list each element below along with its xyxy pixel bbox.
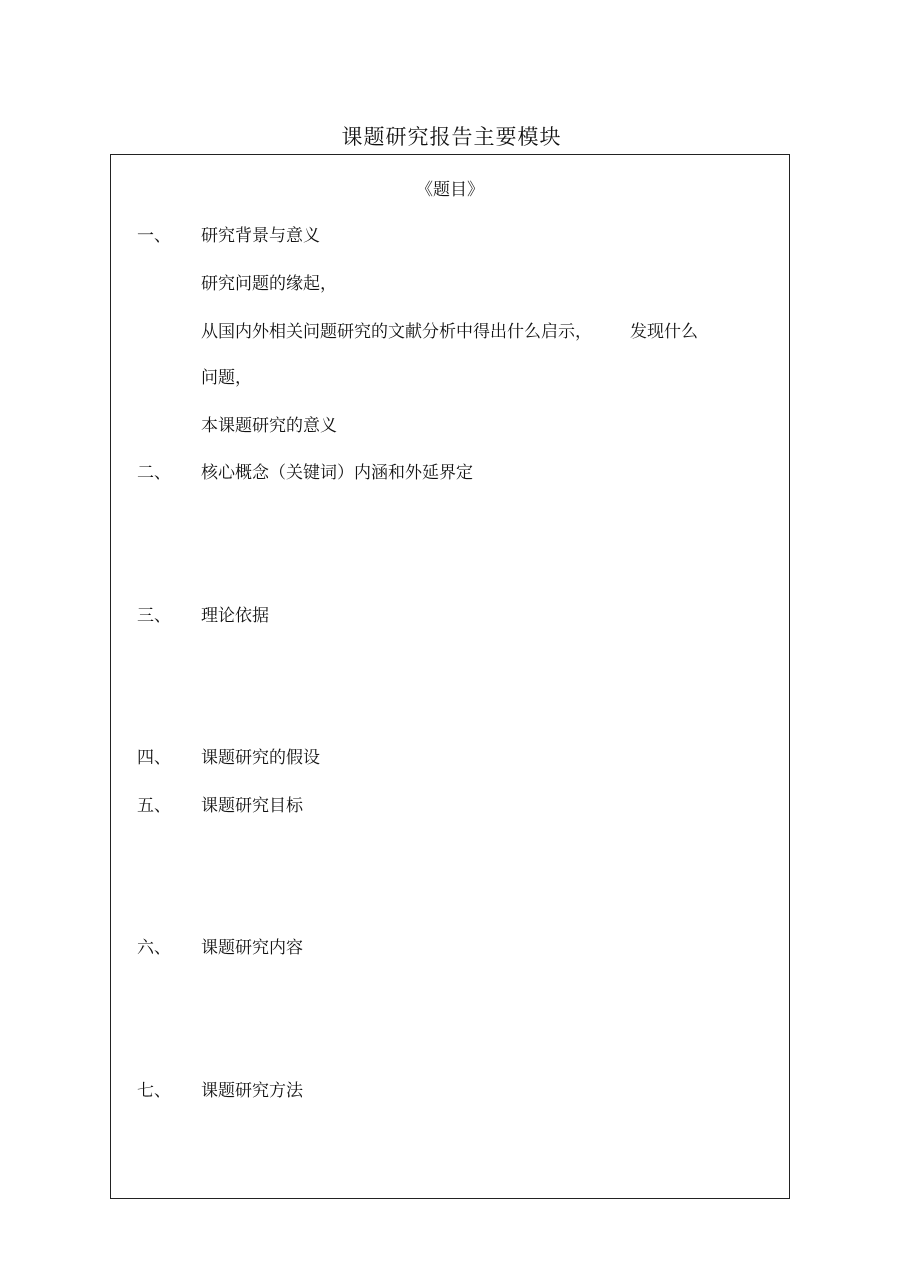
section-4-heading: 课题研究的假设 bbox=[201, 748, 320, 768]
section-1-line-4: 本课题研究的意义 bbox=[201, 416, 337, 436]
section-3-heading: 理论依据 bbox=[201, 606, 269, 626]
section-7-number: 七、 bbox=[137, 1081, 171, 1101]
section-5-number: 五、 bbox=[137, 796, 171, 816]
section-1-line-2 bbox=[201, 317, 698, 342]
section-2-number: 二、 bbox=[137, 463, 171, 483]
section-1-line-2a: 从国内外相关问题研究的文献分析中得出什么启示， bbox=[201, 322, 592, 342]
module-table bbox=[110, 154, 790, 1199]
section-4-number: 四、 bbox=[137, 748, 171, 768]
section-1-line-1: 研究问题的缘起， bbox=[201, 274, 337, 294]
document-title: 课题研究报告主要模块 bbox=[341, 125, 562, 149]
section-1-heading: 研究背景与意义 bbox=[201, 226, 320, 246]
section-6-number: 六、 bbox=[137, 938, 171, 958]
section-6-heading: 课题研究内容 bbox=[201, 938, 303, 958]
section-1-line-2b: 发现什么 bbox=[630, 322, 698, 342]
section-2-heading: 核心概念（关键词）内涵和外延界定 bbox=[201, 463, 473, 483]
section-7-heading: 课题研究方法 bbox=[201, 1081, 303, 1101]
section-5-heading: 课题研究目标 bbox=[201, 796, 303, 816]
section-1-line-3: 问题， bbox=[201, 368, 252, 388]
section-3-number: 三、 bbox=[137, 606, 171, 626]
section-1-number: 一、 bbox=[137, 226, 171, 246]
topic-placeholder: 《题目》 bbox=[416, 180, 484, 200]
